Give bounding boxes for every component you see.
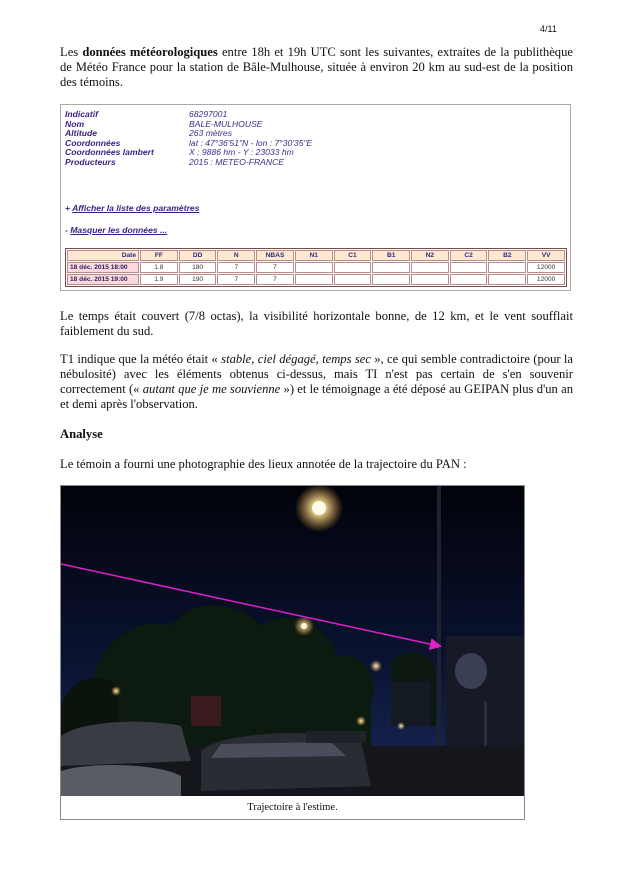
table-row (67, 262, 565, 273)
table-cell (295, 262, 333, 273)
table-cell: 18 déc. 2015 19:00 (67, 274, 139, 285)
table-cell (411, 262, 449, 273)
col-b2: B2 (488, 250, 526, 261)
col-c2: C2 (450, 250, 488, 261)
col-n: N (217, 250, 255, 261)
table-cell: 12000 (527, 262, 565, 273)
table-cell: 1.9 (140, 274, 178, 285)
page-number: 4/11 (540, 24, 557, 34)
table-cell: 1.8 (140, 262, 178, 273)
table-header-row (67, 250, 565, 261)
table-cell (334, 262, 372, 273)
col-nbas: NBAS (256, 250, 294, 261)
col-n2: N2 (411, 250, 449, 261)
photo-caption: Trajectoire à l'estime. (247, 802, 338, 813)
table-cell: 18 déc. 2015 18:00 (67, 262, 139, 273)
col-c1: C1 (334, 250, 372, 261)
col-dd: DD (179, 250, 217, 261)
intro-bold-term: données météorologiques (82, 45, 218, 59)
table-cell: 7 (256, 262, 294, 273)
table-cell (450, 262, 488, 273)
col-b1: B1 (372, 250, 410, 261)
table-cell: 7 (217, 262, 255, 273)
figure (60, 485, 525, 820)
table-cell: 7 (256, 274, 294, 285)
analysis-heading: Analyse (60, 427, 103, 441)
col-vv: VV (527, 250, 565, 261)
weather-data-table (65, 248, 567, 287)
table-row (67, 274, 565, 285)
table-cell: 7 (217, 274, 255, 285)
table-cell (411, 274, 449, 285)
col-n1: N1 (295, 250, 333, 261)
table-cell: 180 (179, 262, 217, 273)
show-parameters-link[interactable]: + Afficher la liste des paramètres (65, 203, 200, 213)
table-cell: 12000 (527, 274, 565, 285)
table-cell (450, 274, 488, 285)
table-cell (372, 274, 410, 285)
table-cell (488, 262, 526, 273)
intro-paragraph: Les données météorologiques entre 18h et 19h UTC sont les suivantes, extraites de la publithèque de Météo France pour la station de Bâle-Mulhouse, située à environ 20 km au sud-est de la position des témoins. (60, 45, 573, 89)
hide-data-link[interactable]: - Masquer les données ... (65, 225, 168, 235)
table-cell (372, 262, 410, 273)
night-street-photo (61, 486, 524, 796)
testimony-paragraph: T1 indique que la météo était « stable, ciel dégagé, temps sec », ce qui semble contradictoire (pour la nébulosité) avec les éléments obtenus ci-dessus, mais TI n'est pas certain de s'en souvenir correctement (« autant que je me souvienne ») et le témoignage a été déposé au GEIPAN plus d'un an et demi après l'observation. (60, 352, 573, 411)
table-cell (488, 274, 526, 285)
table-cell (295, 274, 333, 285)
weather-summary-paragraph: Le temps était couvert (7/8 octas), la visibilité horizontale bonne, de 12 km, et le vent soufflait faiblement du sud. (60, 309, 573, 338)
table-cell (334, 274, 372, 285)
meteo-station-panel: Indicatif 68297001 Nom BALE-MULHOUSE Altitude 263 mètres Coordonnées lat : 47°36'51"N - lon : 7°30'35"E Coordonnées lambert X : 9886 hm - Y : 23033 hm Producteurs 2015 : METEO-FRANCE + Afficher la liste des paramètres - Masquer les données ... Date FF DD N NBAS N1 C1 B1 N2 C2 B2 VV 18 déc. 2015 18:00 1.8 180 7 7 12000 18 déc. 2015 19:00 1.9 190 7 7 12000 (60, 104, 571, 291)
col-ff: FF (140, 250, 178, 261)
photo-intro-paragraph: Le témoin a fourni une photographie des lieux annotée de la trajectoire du PAN : (60, 457, 467, 471)
col-date: Date (67, 250, 139, 261)
table-cell: 190 (179, 274, 217, 285)
